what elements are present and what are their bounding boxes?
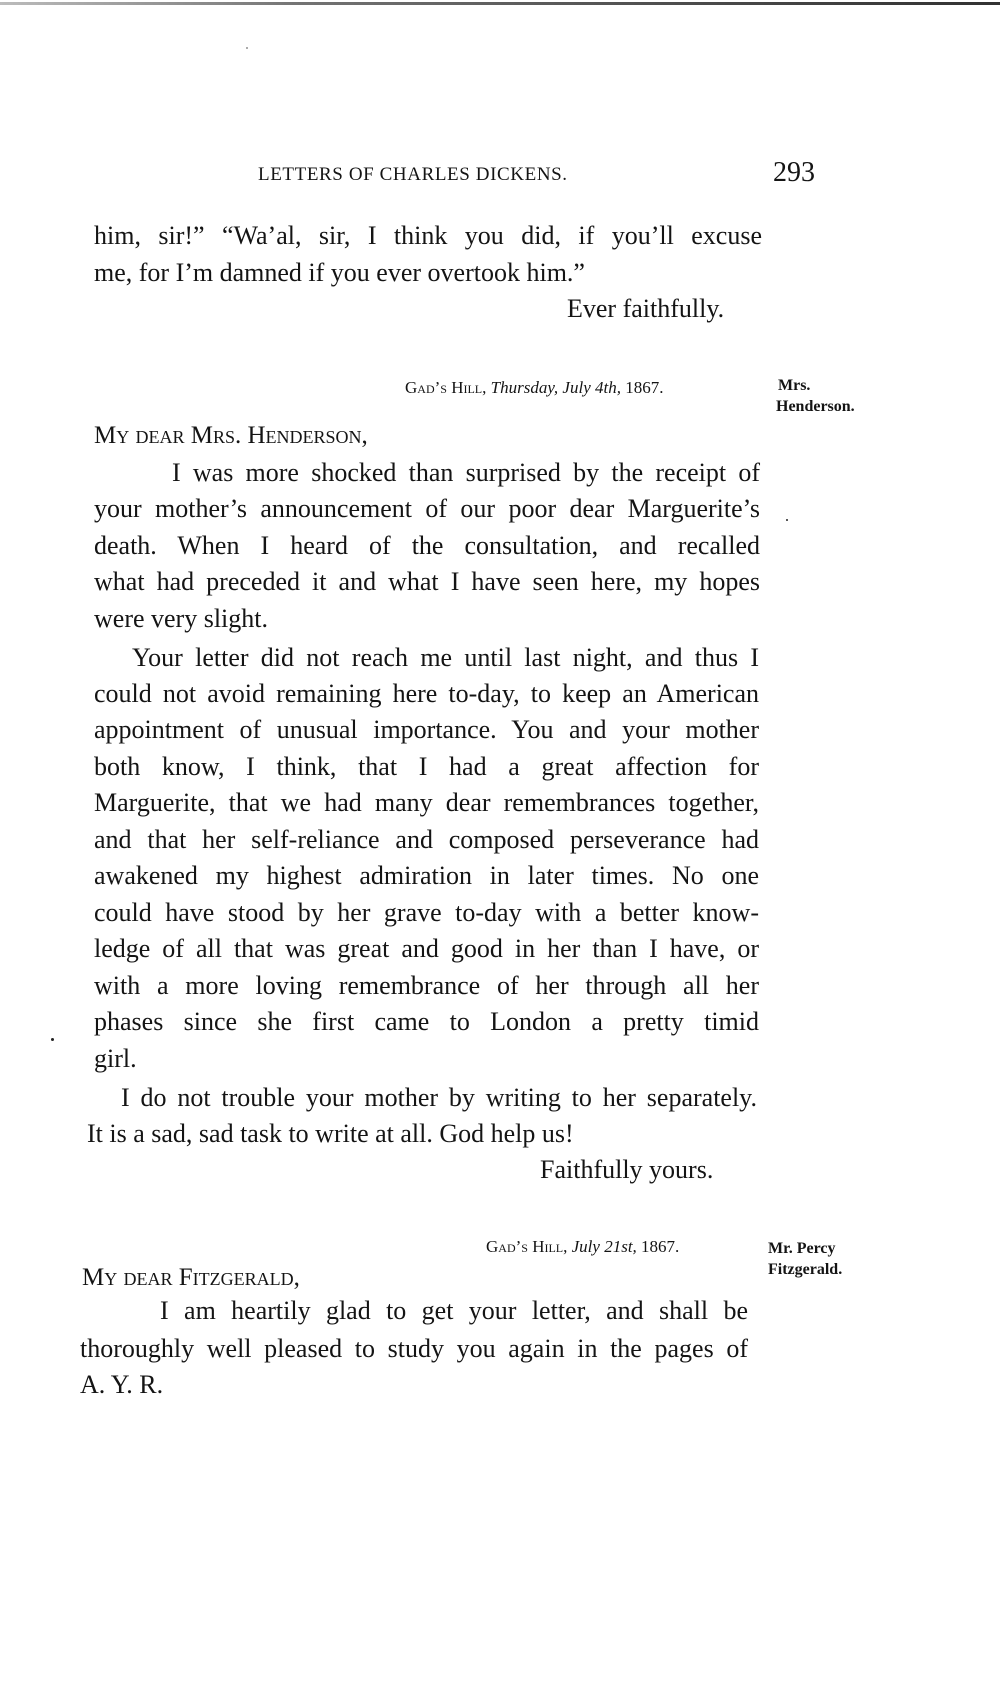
text-line: appointment of unusual importance. You and your mother [94,715,759,744]
text-line: phases since she first came to London a pretty timid [94,1007,759,1036]
salutation: My dear Mrs. Henderson, [94,422,368,449]
text-line: thoroughly well pleased to study you again in the pages of [80,1334,748,1363]
text-line: what had preceded it and what I have seen here, my hopes [94,567,760,596]
text-line: your mother’s announcement of our poor dear Marguerite’s [94,494,760,523]
margin-note-line: Fitzgerald. [768,1261,843,1278]
margin-note-line: Mr. Percy [768,1240,836,1257]
dateline-place: Gad’s Hill, [405,378,487,397]
scan-speck [51,1038,54,1041]
dateline-year: 1867. [625,378,664,397]
top-edge-rule [0,2,1000,5]
letter-closing: Ever faithfully. [567,294,725,323]
text-line: both know, I think, that I had a great affection for [94,752,759,781]
text-line: A. Y. R. [80,1370,164,1399]
text-line: death. When I heard of the consultation, and recalled [94,531,760,560]
salutation: My dear Fitzgerald, [82,1264,300,1291]
page-number: 293 [773,157,815,188]
text-line: could not avoid remaining here to-day, to keep an American [94,679,759,708]
scan-speck [786,519,788,521]
dateline-date: Thursday, July 4th, [490,378,621,397]
running-title: LETTERS OF CHARLES DICKENS. [258,164,568,185]
text-line: were very slight. [94,604,269,633]
text-line: me, for I’m damned if you ever overtook him.” [94,258,585,287]
margin-note-line: Henderson. [776,398,855,415]
text-line: and that her self-reliance and composed perseverance had [94,825,759,854]
text-line: I was more shocked than surprised by the receipt of [172,458,760,487]
text-line: ledge of all that was great and good in her than I have, or [94,934,759,963]
text-line: I am heartily glad to get your letter, and shall be [160,1296,748,1325]
letter-closing: Faithfully yours. [540,1155,714,1184]
text-line: Your letter did not reach me until last night, and thus I [132,643,759,672]
dateline-year: 1867. [641,1237,680,1256]
text-line: could have stood by her grave to-day with a better know- [94,898,759,927]
scan-speck [246,47,248,49]
text-line: girl. [94,1044,137,1073]
text-line: It is a sad, sad task to write at all. God help us! [87,1119,574,1148]
margin-note-line: Mrs. [778,377,811,394]
letter-dateline [486,1237,679,1257]
text-line: I do not trouble your mother by writing to her separately. [121,1083,757,1112]
text-line: Marguerite, that we had many dear remembrances together, [94,788,759,817]
recipient-margin-note [776,375,855,417]
recipient-margin-note [768,1238,842,1280]
letter-dateline [405,378,663,398]
text-line: with a more loving remembrance of her through all her [94,971,759,1000]
text-line: him, sir!” “Wa’al, sir, I think you did, if you’ll excuse [94,221,762,250]
dateline-date: July 21st, [571,1237,637,1256]
dateline-place: Gad’s Hill, [486,1237,568,1256]
text-line: awakened my highest admiration in later times. No one [94,861,759,890]
